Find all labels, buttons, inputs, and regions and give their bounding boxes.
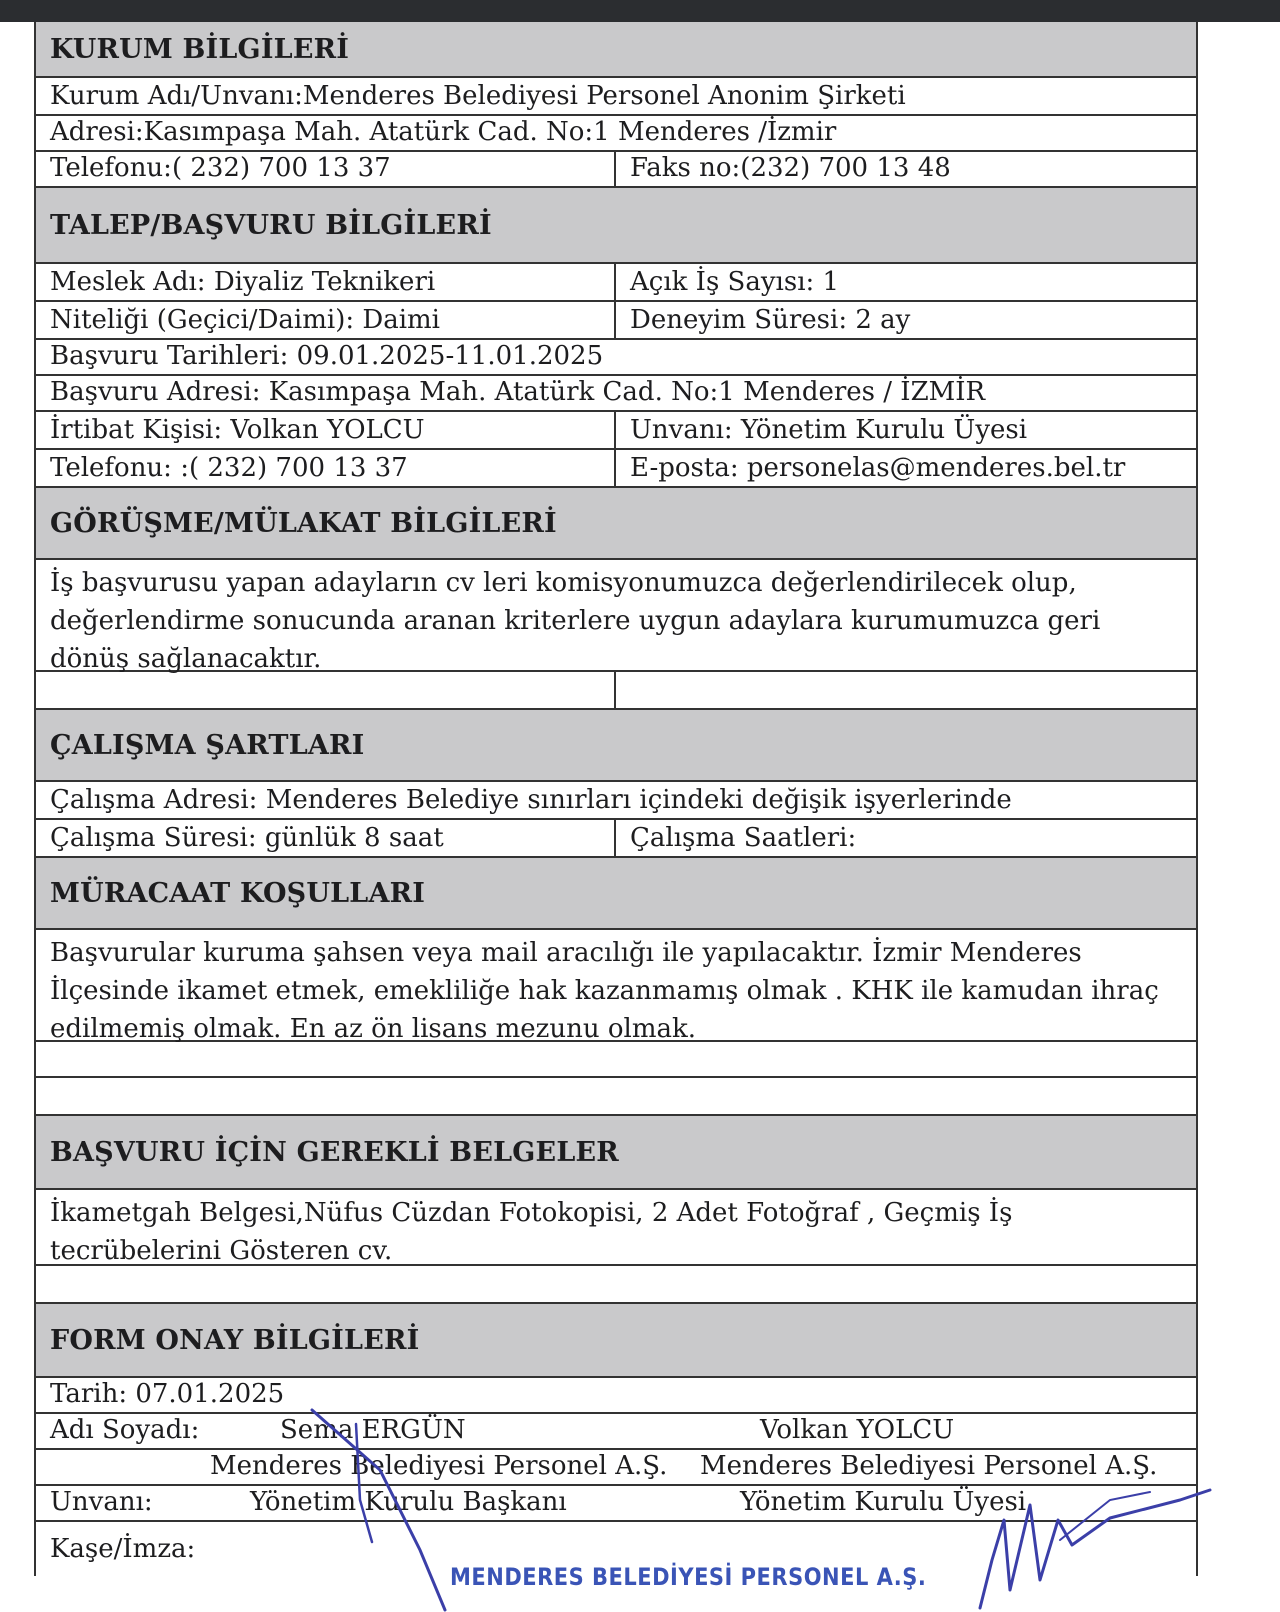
- job-type: Niteliği (Geçici/Daimi): Daimi: [36, 302, 616, 338]
- window-top-bar: [0, 0, 1280, 22]
- interview-info-text: İş başvurusu yapan adayların cv leri komisyonumuzca değerlendirilecek olup, değerlendirme sonucunda aranan kriterlere uygun adaylara kurumumuzca geri dönüş sağlanacaktır.: [36, 560, 1196, 672]
- company-stamp: MENDERES BELEDİYESİ PERSONEL A.Ş.: [450, 1563, 927, 1591]
- contact-person: İrtibat Kişisi: Volkan YOLCU: [36, 412, 616, 448]
- signer-2-org: Menderes Belediyesi Personel A.Ş.: [700, 1451, 1158, 1481]
- name-label: Adı Soyadı:: [50, 1415, 200, 1445]
- experience: Deneyim Süresi: 2 ay: [630, 305, 911, 335]
- title-label: Unvanı:: [50, 1487, 153, 1517]
- open-positions: Açık İş Sayısı: 1: [630, 267, 840, 297]
- contact-email[interactable]: E-posta: personelas@menderes.bel.tr: [630, 453, 1126, 483]
- signer-1-name: Sema ERGÜN: [280, 1415, 466, 1445]
- contact-title: Unvanı: Yönetim Kurulu Üyesi: [630, 415, 1028, 445]
- kurum-address: Adresi:Kasımpaşa Mah. Atatürk Cad. No:1 Menderes /İzmir: [50, 117, 837, 147]
- section-kurum-header: KURUM BİLGİLERİ: [36, 22, 1196, 78]
- section-talep-header: TALEP/BAŞVURU BİLGİLERİ: [36, 188, 1196, 264]
- signer-2-name: Volkan YOLCU: [760, 1415, 955, 1445]
- section-calisma-header: ÇALIŞMA ŞARTLARI: [36, 710, 1196, 782]
- job-title: Meslek Adı: Diyaliz Teknikeri: [36, 264, 616, 300]
- signer-1-org: Menderes Belediyesi Personel A.Ş.: [210, 1451, 668, 1481]
- section-muracaat-header: MÜRACAAT KOŞULLARI: [36, 858, 1196, 930]
- job-posting-form: [34, 22, 1198, 1576]
- empty-row: [36, 1266, 1196, 1302]
- signer-1-title: Yönetim Kurulu Başkanı: [250, 1487, 567, 1517]
- application-dates: Başvuru Tarihleri: 09.01.2025-11.01.2025: [50, 341, 604, 371]
- empty-cell: [616, 672, 1196, 708]
- work-address: Çalışma Adresi: Menderes Belediye sınırları içindeki değişik işyerlerinde: [50, 785, 1012, 815]
- section-belgeler-header: BAŞVURU İÇİN GEREKLİ BELGELER: [36, 1116, 1196, 1190]
- kurum-phone: Telefonu:( 232) 700 13 37: [36, 152, 616, 186]
- kurum-fax: Faks no:(232) 700 13 48: [630, 153, 951, 183]
- application-address: Başvuru Adresi: Kasımpaşa Mah. Atatürk Cad. No:1 Menderes / İZMİR: [50, 377, 986, 407]
- application-conditions-text: Başvurular kuruma şahsen veya mail aracılığı ile yapılacaktır. İzmir Menderes İlçesinde ikamet etmek, emekliliğe hak kazanmamış olmak . KHK ile kamudan ihraç edilmemiş olmak. En az ön lisans mezunu olmak.: [36, 930, 1196, 1042]
- work-hours: Çalışma Saatleri:: [630, 823, 857, 853]
- contact-phone: Telefonu: :( 232) 700 13 37: [36, 450, 616, 486]
- section-gorusme-header: GÖRÜŞME/MÜLAKAT BİLGİLERİ: [36, 488, 1196, 560]
- kurum-name: Kurum Adı/Unvanı:Menderes Belediyesi Personel Anonim Şirketi: [50, 81, 906, 111]
- section-onay-header: FORM ONAY BİLGİLERİ: [36, 1304, 1196, 1378]
- empty-row: [36, 1042, 1196, 1076]
- stamp-signature-label: Kaşe/İmza:: [50, 1534, 196, 1564]
- required-documents-text: İkametgah Belgesi,Nüfus Cüzdan Fotokopisi, 2 Adet Fotoğraf , Geçmiş İş tecrübelerini Gösteren cv.: [36, 1190, 1196, 1266]
- work-duration: Çalışma Süresi: günlük 8 saat: [36, 820, 616, 856]
- blank-label: [36, 1450, 196, 1484]
- signer-2-title: Yönetim Kurulu Üyesi: [740, 1487, 1027, 1517]
- empty-cell: [36, 672, 616, 708]
- form-date: Tarih: 07.01.2025: [50, 1379, 285, 1409]
- empty-row: [36, 1078, 1196, 1114]
